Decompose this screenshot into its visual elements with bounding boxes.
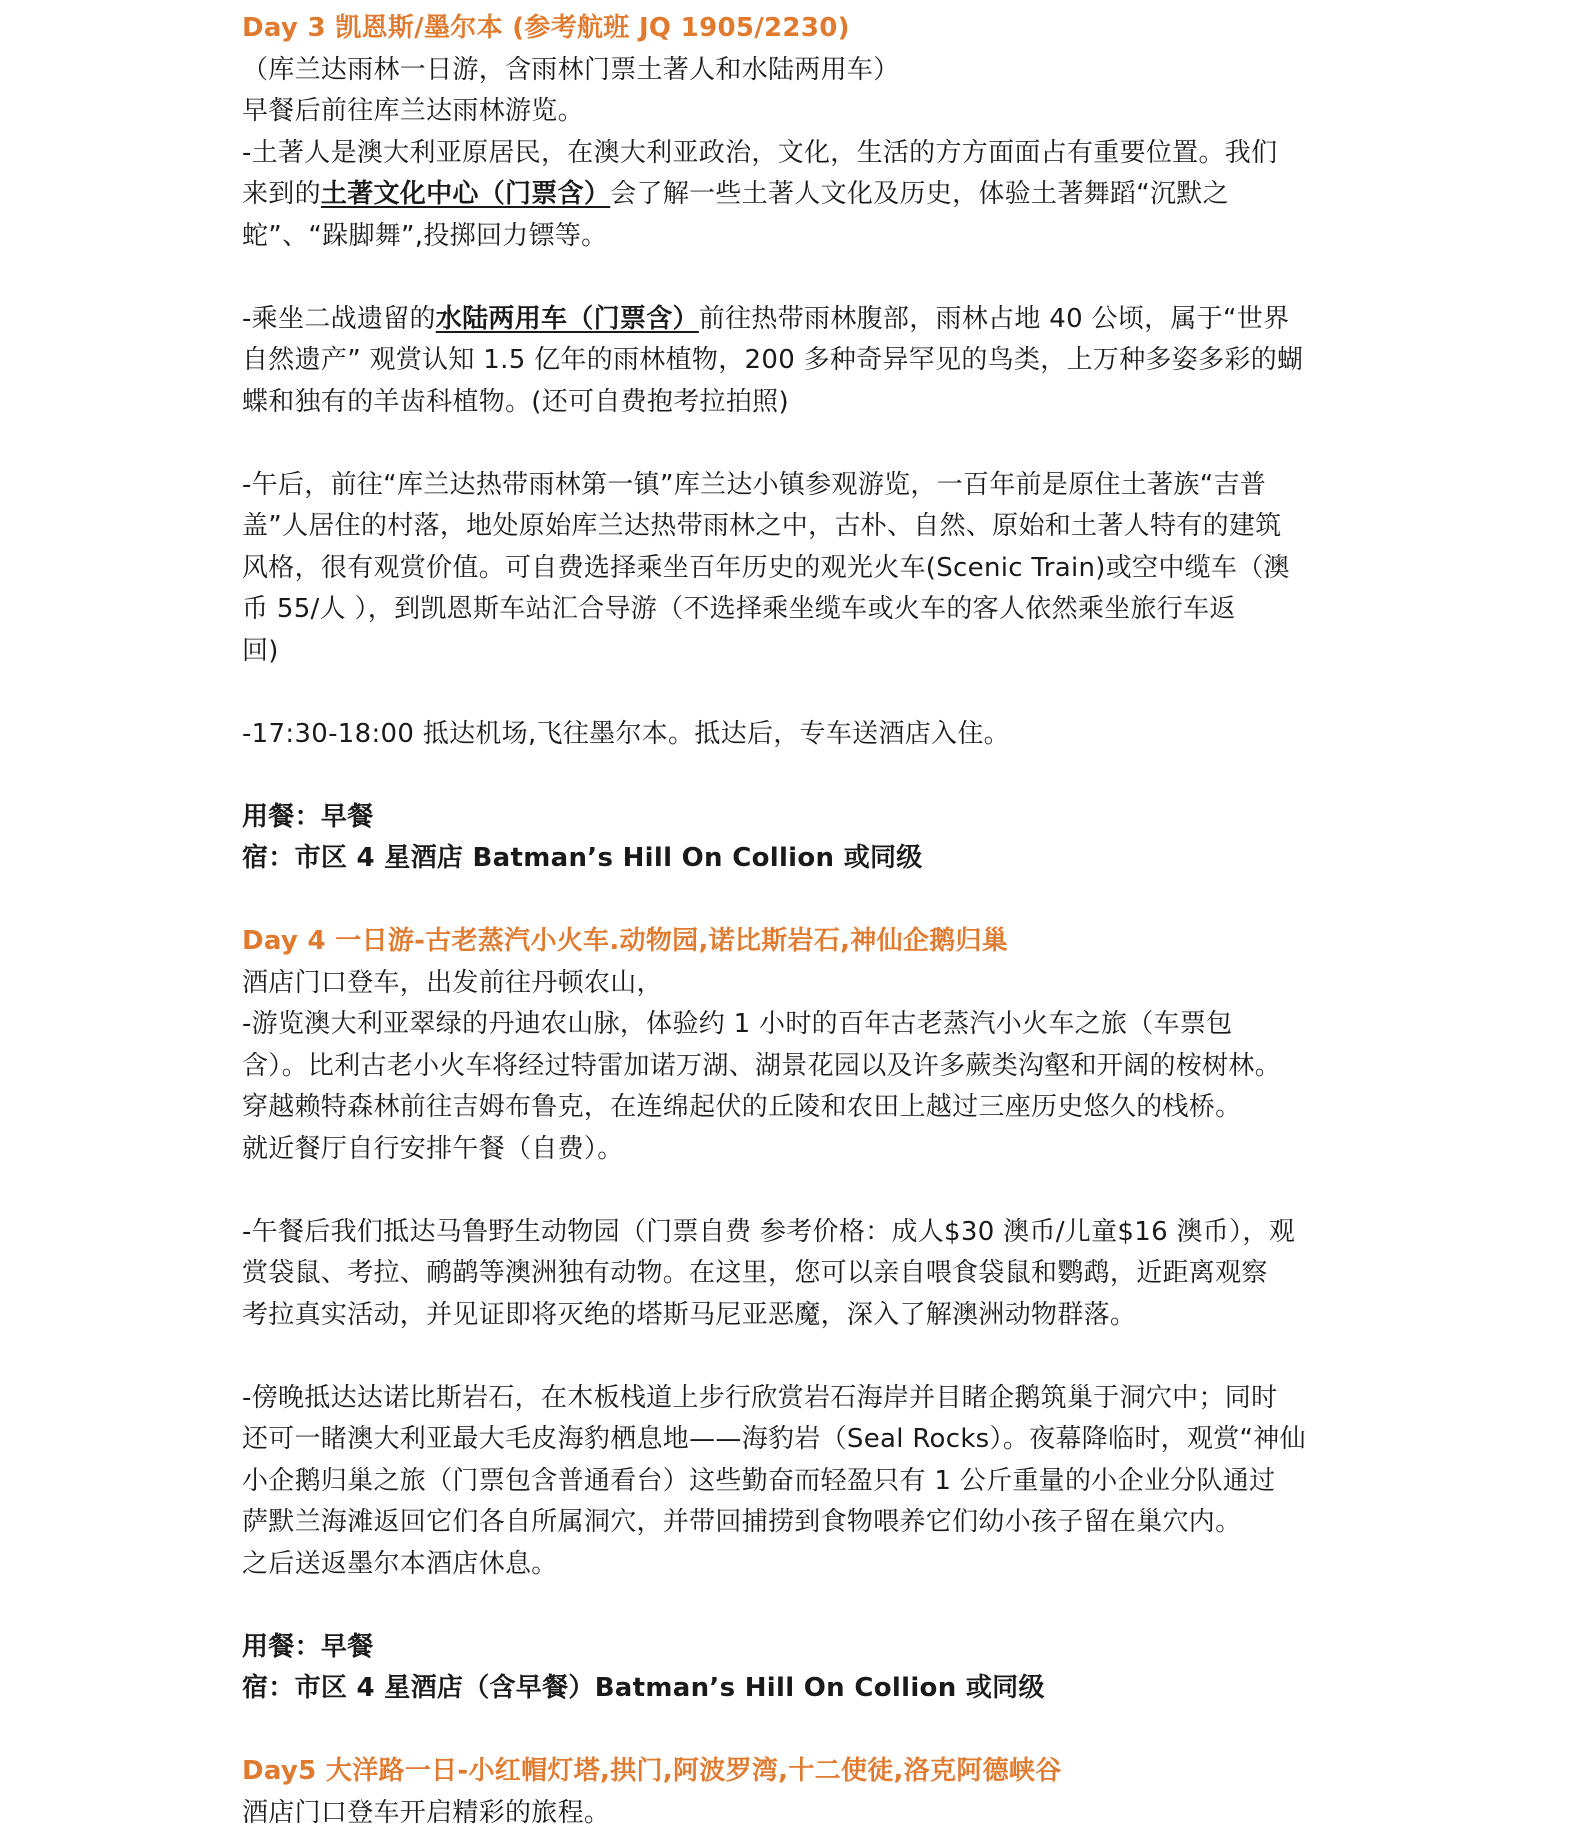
paragraph-line: 酒店门口登车开启精彩的旅程。	[242, 1793, 1362, 1834]
day5-title: Day5 大洋路一日-小红帽灯塔,拱门,阿波罗湾,十二使徒,洛克阿德峡谷	[242, 1751, 1362, 1793]
day3-title: Day 3 凯恩斯/墨尔本 (参考航班 JQ 1905/2230)	[242, 8, 1362, 50]
day4-title: Day 4 一日游-古老蒸汽小火车.动物园,诺比斯岩石,神仙企鹅归巢	[242, 921, 1362, 963]
paragraph-line: 风格，很有观赏价值。可自费选择乘坐百年历史的观光火车(Scenic Train)或空中缆车（澳	[242, 548, 1362, 590]
day3-meals: 用餐：早餐	[242, 797, 1362, 839]
day4-paragraph-wildlife-park	[242, 1212, 1362, 1337]
paragraph-line: 就近餐厅自行安排午餐（自费）。	[242, 1129, 1362, 1171]
paragraph-line: -午后，前往“库兰达热带雨林第一镇”库兰达小镇参观游览，一百年前是原住土著族“吉普	[242, 465, 1362, 507]
day4-paragraph-penguin-parade	[242, 1378, 1362, 1586]
text-run: 会了解一些土著人文化及历史，体验土著舞蹈“沉默之	[610, 179, 1229, 209]
paragraph-line: -傍晚抵达达诺比斯岩石，在木板栈道上步行欣赏岩石海岸并目睹企鹅筑巢于洞穴中；同时	[242, 1378, 1362, 1420]
day3-intro: 早餐后前往库兰达雨林游览。	[242, 91, 1362, 133]
paragraph-line: 考拉真实活动，并见证即将灭绝的塔斯马尼亚恶魔，深入了解澳洲动物群落。	[242, 1295, 1362, 1337]
day4-meals: 用餐：早餐	[242, 1627, 1362, 1669]
paragraph-line: -土著人是澳大利亚原居民，在澳大利亚政治，文化，生活的方方面面占有重要位置。我们	[242, 133, 1362, 175]
day5-section	[242, 1751, 1362, 1834]
paragraph-line: 萨默兰海滩返回它们各自所属洞穴，并带回捕捞到食物喂养它们幼小孩子留在巢穴内。	[242, 1502, 1362, 1544]
paragraph-line: 之后送返墨尔本酒店休息。	[242, 1544, 1362, 1586]
paragraph-line: -游览澳大利亚翠绿的丹迪农山脉，体验约 1 小时的百年古老蒸汽小火车之旅（车票包	[242, 1004, 1362, 1046]
day4-section	[242, 921, 1362, 1710]
spacer	[242, 1710, 1362, 1752]
paragraph-line: 自然遗产” 观赏认知 1.5 亿年的雨林植物，200 多种奇异罕见的鸟类，上万种多姿多彩的蝴	[242, 340, 1362, 382]
spacer	[242, 880, 1362, 922]
day3-paragraph-kuranda-village	[242, 465, 1362, 673]
text-run: -乘坐二战遗留的	[242, 304, 436, 334]
paragraph-line: 含）。比利古老小火车将经过特雷加诺万湖、湖景花园以及许多蕨类沟壑和开阔的桉树林。	[242, 1046, 1362, 1088]
paragraph-line: 酒店门口登车，出发前往丹顿农山，	[242, 963, 1362, 1005]
paragraph-line: 赏袋鼠、考拉、鸸鹋等澳洲独有动物。在这里，您可以亲自喂食袋鼠和鹦鹉，近距离观察	[242, 1253, 1362, 1295]
spacer	[242, 257, 1362, 299]
day3-flight-note: -17:30-18:00 抵达机场,飞往墨尔本。抵达后，专车送酒店入住。	[242, 714, 1362, 756]
spacer	[242, 755, 1362, 797]
paragraph-line: 小企鹅归巢之旅（门票包含普通看台）这些勤奋而轻盈只有 1 公斤重量的小企业分队通过	[242, 1461, 1362, 1503]
paragraph-line: -午餐后我们抵达马鲁野生动物园（门票自费 参考价格：成人$30 澳币/儿童$16 澳币），观	[242, 1212, 1362, 1254]
text-run: 前往热带雨林腹部，雨林占地 40 公顷，属于“世界	[699, 304, 1290, 334]
spacer	[242, 1336, 1362, 1378]
itinerary-document	[242, 8, 1362, 1834]
amphibious-vehicle-highlight: 水陆两用车（门票含）	[436, 304, 699, 334]
spacer	[242, 1170, 1362, 1212]
paragraph-line: 蝶和独有的羊齿科植物。(还可自费抱考拉拍照)	[242, 382, 1362, 424]
day4-paragraph-steam-train	[242, 963, 1362, 1171]
day3-paragraph-aboriginal	[242, 133, 1362, 258]
day3-paragraph-amphibious	[242, 299, 1362, 424]
spacer	[242, 423, 1362, 465]
day4-hotel: 宿：市区 4 星酒店（含早餐）Batman’s Hill On Collion 或同级	[242, 1668, 1362, 1710]
paragraph-line: 还可一睹澳大利亚最大毛皮海豹栖息地——海豹岩（Seal Rocks）。夜幕降临时，观赏“神仙	[242, 1419, 1362, 1461]
paragraph-line: 蛇”、“跺脚舞”,投掷回力镖等。	[242, 216, 1362, 258]
paragraph-line	[242, 299, 1362, 341]
text-run: 来到的	[242, 179, 321, 209]
day3-section	[242, 8, 1362, 880]
day3-hotel: 宿：市区 4 星酒店 Batman’s Hill On Collion 或同级	[242, 838, 1362, 880]
aboriginal-culture-centre-highlight: 土著文化中心（门票含）	[321, 179, 610, 209]
spacer	[242, 672, 1362, 714]
paragraph-line: 穿越赖特森林前往吉姆布鲁克，在连绵起伏的丘陵和农田上越过三座历史悠久的栈桥。	[242, 1087, 1362, 1129]
spacer	[242, 1585, 1362, 1627]
day3-subtitle: （库兰达雨林一日游，含雨林门票土著人和水陆两用车）	[242, 50, 1362, 92]
paragraph-line: 回)	[242, 631, 1362, 673]
paragraph-line	[242, 174, 1362, 216]
paragraph-line: 币 55/人 ），到凯恩斯车站汇合导游（不选择乘坐缆车或火车的客人依然乘坐旅行车返	[242, 589, 1362, 631]
paragraph-line: 盖”人居住的村落，地处原始库兰达热带雨林之中，古朴、自然、原始和土著人特有的建筑	[242, 506, 1362, 548]
